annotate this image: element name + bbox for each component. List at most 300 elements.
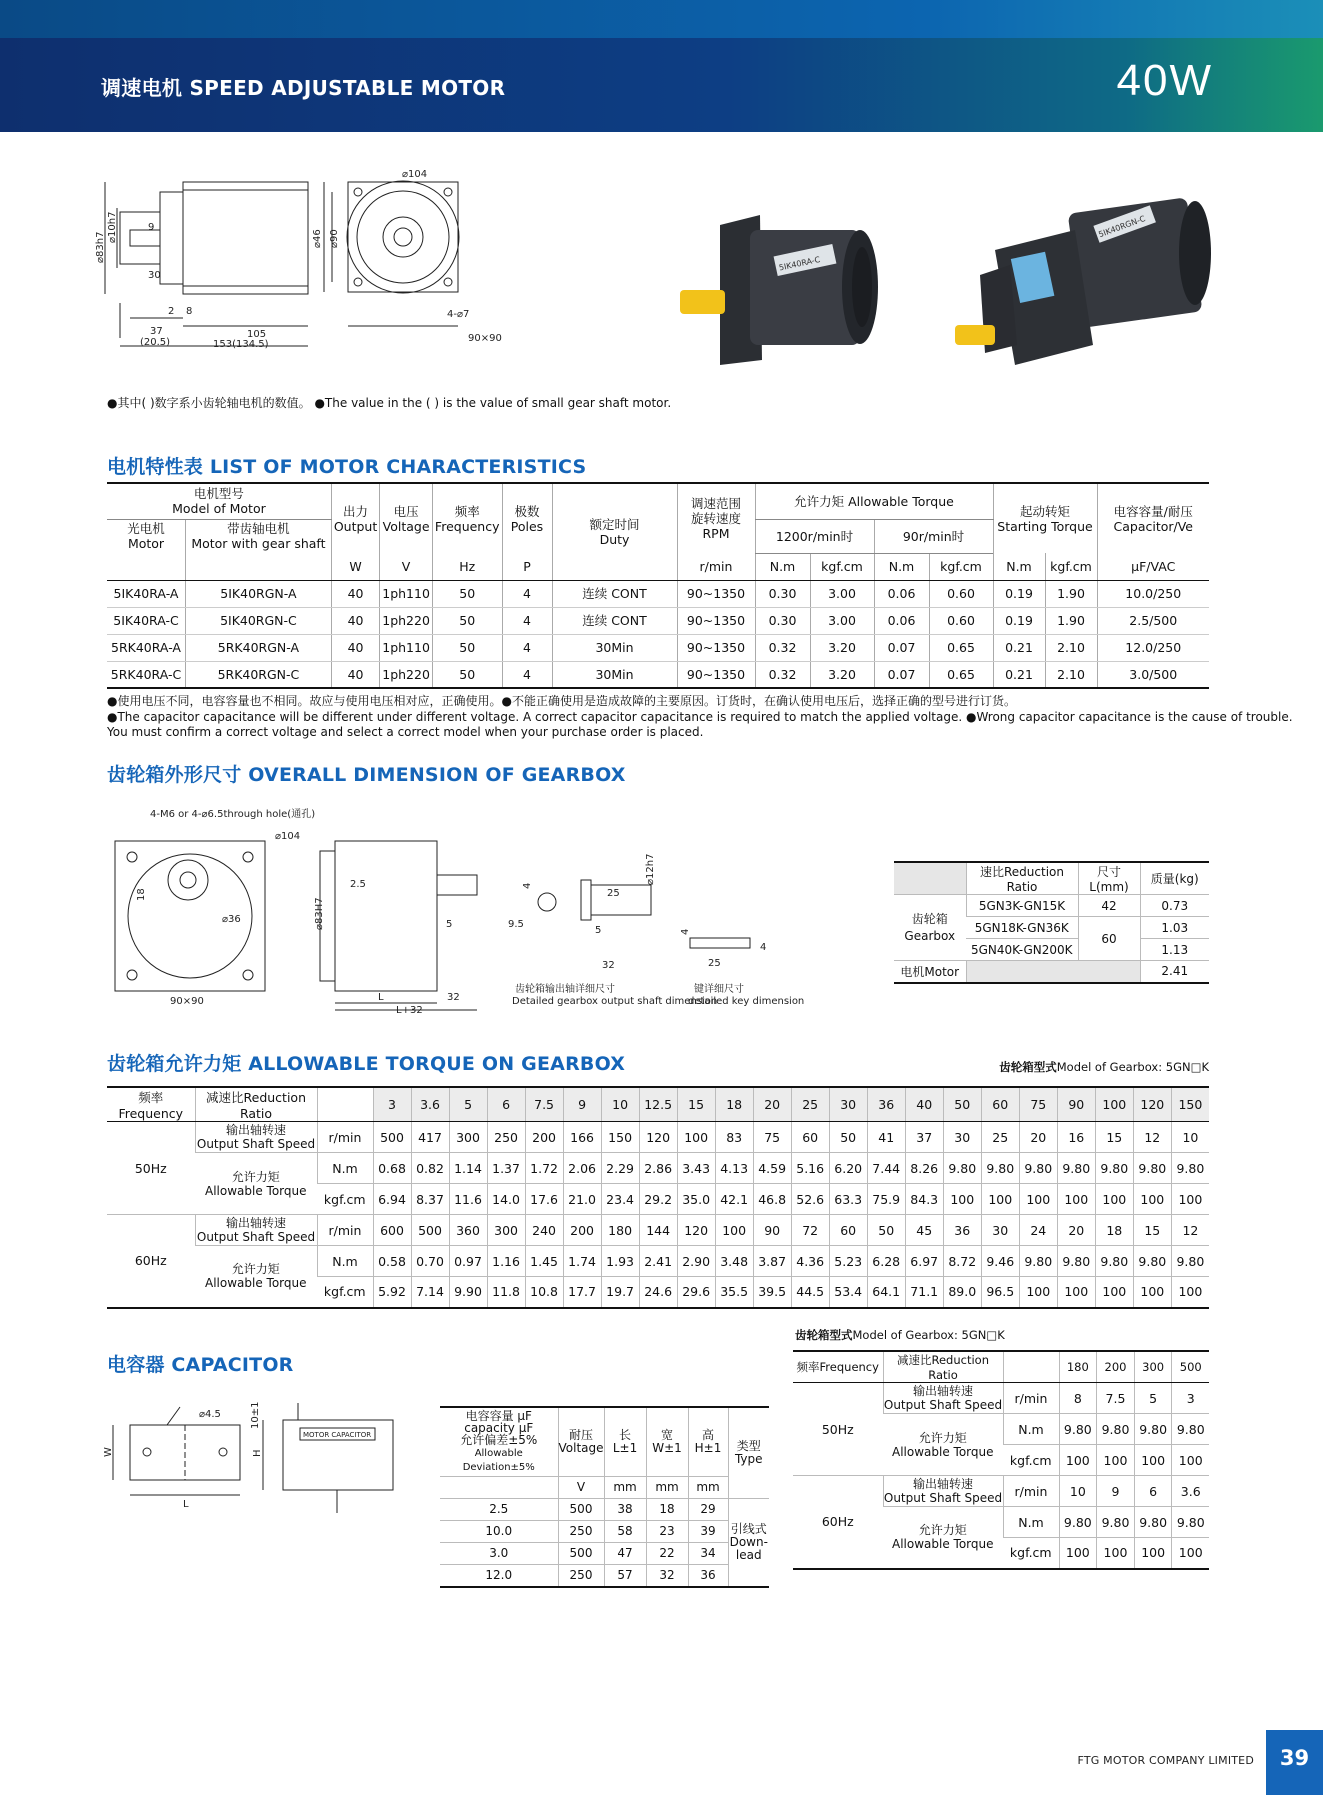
value-cell: 12 bbox=[1133, 1122, 1171, 1153]
cell: 10.0/250 bbox=[1097, 580, 1209, 607]
ratio-cell: 3 bbox=[373, 1087, 411, 1122]
header-cell: 旋转速度 bbox=[690, 511, 741, 526]
value-cell: 300 bbox=[449, 1122, 487, 1153]
dim-label: 9 bbox=[148, 222, 155, 233]
ratio-cell: 18 bbox=[715, 1087, 753, 1122]
cell: 60 bbox=[1078, 917, 1140, 961]
value-cell: 100 bbox=[1095, 1277, 1133, 1308]
value-cell: 12 bbox=[1171, 1215, 1209, 1246]
cell: 0.73 bbox=[1140, 895, 1209, 917]
cell: 5IK40RA-A bbox=[107, 580, 186, 607]
header-cell: 高 bbox=[702, 1428, 715, 1442]
cell: 齿轮箱 bbox=[911, 911, 948, 926]
table-row bbox=[440, 1543, 769, 1565]
value-cell: 75 bbox=[753, 1122, 791, 1153]
value-cell: 100 bbox=[1097, 1445, 1135, 1476]
value-cell: 100 bbox=[677, 1122, 715, 1153]
value-cell: 9.80 bbox=[1057, 1153, 1095, 1184]
header-cell: 允许力矩 Allowable Torque bbox=[755, 483, 993, 519]
cell: 0.65 bbox=[929, 634, 993, 661]
unit-cell: N.m bbox=[1003, 1507, 1059, 1538]
value-cell: 23.4 bbox=[601, 1184, 639, 1215]
value-cell: 7.44 bbox=[867, 1153, 905, 1184]
cell: 2.41 bbox=[1140, 961, 1209, 983]
value-cell: 9.80 bbox=[1019, 1246, 1057, 1277]
value-cell: 8.72 bbox=[943, 1246, 981, 1277]
value-cell: 5.16 bbox=[791, 1153, 829, 1184]
value-cell: 9.80 bbox=[1171, 1153, 1209, 1184]
value-cell: 7.5 bbox=[1097, 1383, 1135, 1414]
table-row bbox=[440, 1521, 769, 1543]
cell: 12.0 bbox=[440, 1565, 558, 1587]
value-cell: 83 bbox=[715, 1122, 753, 1153]
note-en: Model of Gearbox: 5GN□K bbox=[1056, 1060, 1209, 1074]
capacitor-table bbox=[440, 1406, 769, 1588]
header-cell: 减速比Reduction Ratio bbox=[883, 1351, 1003, 1383]
cell: 2.5/500 bbox=[1097, 607, 1209, 634]
dim-label: ⌀90 bbox=[329, 229, 340, 248]
section-title-characteristics: 电机特性表 LIST OF MOTOR CHARACTERISTICS bbox=[107, 456, 587, 478]
value-cell: 30 bbox=[981, 1215, 1019, 1246]
value-cell: 417 bbox=[411, 1122, 449, 1153]
cell: 50 bbox=[432, 607, 502, 634]
ratio-cell: 25 bbox=[791, 1087, 829, 1122]
cell: 5RK40RGN-A bbox=[186, 634, 332, 661]
cell: 5GN40K-GN200K bbox=[966, 939, 1078, 961]
table-row bbox=[894, 895, 1209, 917]
cell: 47 bbox=[604, 1543, 646, 1565]
value-cell: 166 bbox=[563, 1122, 601, 1153]
value-cell: 11.6 bbox=[449, 1184, 487, 1215]
value-cell: 11.8 bbox=[487, 1277, 525, 1308]
cell: 58 bbox=[604, 1521, 646, 1543]
table-row bbox=[440, 1499, 769, 1521]
unit-cell: μF/VAC bbox=[1097, 553, 1209, 580]
value-cell: 500 bbox=[373, 1122, 411, 1153]
value-cell: 240 bbox=[525, 1215, 563, 1246]
value-cell: 8.26 bbox=[905, 1153, 943, 1184]
label: 允许力矩 bbox=[918, 1523, 967, 1538]
value-cell: 1.14 bbox=[449, 1153, 487, 1184]
value-cell: 1.37 bbox=[487, 1153, 525, 1184]
dim-label: 90×90 bbox=[468, 333, 502, 344]
value-cell: 7.14 bbox=[411, 1277, 449, 1308]
cell: 0.06 bbox=[874, 580, 929, 607]
value-cell: 3 bbox=[1172, 1383, 1209, 1414]
cell: 3.20 bbox=[810, 634, 874, 661]
freq-cell: 50Hz bbox=[107, 1122, 195, 1215]
header-cell: Motor bbox=[127, 536, 165, 552]
cell: 1ph110 bbox=[380, 580, 433, 607]
value-cell: 100 bbox=[1172, 1538, 1209, 1569]
value-cell: 9.80 bbox=[1059, 1414, 1097, 1445]
dim-label: H bbox=[252, 1449, 263, 1457]
cell: 2.10 bbox=[1045, 634, 1097, 661]
value-cell: 71.1 bbox=[905, 1277, 943, 1308]
capacitor-label: MOTOR CAPACITOR bbox=[303, 1431, 372, 1439]
dim-label: ⌀4.5 bbox=[199, 1409, 221, 1420]
cell: 5RK40RA-A bbox=[107, 634, 186, 661]
value-cell: 16 bbox=[1057, 1122, 1095, 1153]
cell: 50 bbox=[432, 661, 502, 688]
value-cell: 9.80 bbox=[1097, 1507, 1135, 1538]
note-en: Model of Gearbox: 5GN□K bbox=[852, 1328, 1005, 1342]
dim-label: 4 bbox=[760, 942, 767, 953]
unit-cell: V bbox=[558, 1477, 604, 1499]
unit-cell: N.m bbox=[874, 553, 929, 580]
value-cell: 100 bbox=[715, 1215, 753, 1246]
value-cell: 250 bbox=[487, 1122, 525, 1153]
cell: 18 bbox=[646, 1499, 688, 1521]
ratio-cell: 300 bbox=[1134, 1351, 1172, 1383]
cell: 1.90 bbox=[1045, 607, 1097, 634]
ratio-cell: 200 bbox=[1097, 1351, 1135, 1383]
unit-cell: V bbox=[380, 553, 433, 580]
freq-cell: 50Hz bbox=[793, 1383, 883, 1476]
header-cell: Type bbox=[734, 1452, 763, 1466]
capacitor-note-cn: ●使用电压不同，电容容量也不相同。故应与使用电压相对应，正确使用。●不能正确使用是造成故障的主要原因。订货时，在确认使用电压后，选择正确的型号进行订货。 bbox=[107, 694, 1016, 708]
value-cell: 3.87 bbox=[753, 1246, 791, 1277]
value-cell: 9.90 bbox=[449, 1277, 487, 1308]
value-cell: 1.45 bbox=[525, 1246, 563, 1277]
freq-cell: 60Hz bbox=[793, 1476, 883, 1569]
value-cell: 0.70 bbox=[411, 1246, 449, 1277]
cell: 0.30 bbox=[755, 607, 810, 634]
dim-label: 18 bbox=[136, 888, 147, 901]
dim-label: 90×90 bbox=[170, 996, 204, 1007]
value-cell: 2.90 bbox=[677, 1246, 715, 1277]
cell: 5IK40RGN-A bbox=[186, 580, 332, 607]
motor-characteristics-table bbox=[107, 482, 1209, 689]
value-cell: 50 bbox=[867, 1215, 905, 1246]
value-cell: 100 bbox=[1059, 1538, 1097, 1569]
value-cell: 9.80 bbox=[1095, 1153, 1133, 1184]
cell: 0.21 bbox=[993, 634, 1045, 661]
label: Allowable Torque bbox=[205, 1183, 307, 1198]
dim-label: ⌀104 bbox=[402, 169, 428, 180]
cell: 40 bbox=[331, 607, 379, 634]
dim-label: 2 bbox=[168, 306, 175, 317]
value-cell: 8 bbox=[1059, 1383, 1097, 1414]
value-cell: 19.7 bbox=[601, 1277, 639, 1308]
label: Allowable Torque bbox=[892, 1537, 994, 1552]
value-cell: 35.5 bbox=[715, 1277, 753, 1308]
value-cell: 90 bbox=[753, 1215, 791, 1246]
header-cell: 电压 bbox=[393, 503, 419, 519]
capacitor-note-en: ●The capacitor capacitance will be different under different voltage. A correct capacitor capacitance is required to match the applied voltage. ●Wrong capacitor capacitance is the cause of trouble. bbox=[107, 710, 1293, 724]
capacitor-drawing bbox=[105, 1395, 435, 1525]
label: 允许力矩 bbox=[231, 1262, 280, 1277]
footer-company: FTG MOTOR COMPANY LIMITED bbox=[1077, 1754, 1254, 1767]
ratio-cell: 100 bbox=[1095, 1087, 1133, 1122]
cell: 34 bbox=[688, 1543, 728, 1565]
value-cell: 0.82 bbox=[411, 1153, 449, 1184]
dim-label: 32 bbox=[602, 960, 615, 971]
value-cell: 21.0 bbox=[563, 1184, 601, 1215]
dim-label: ⌀104 bbox=[275, 831, 301, 842]
ratio-cell: 12.5 bbox=[639, 1087, 677, 1122]
value-cell: 5.23 bbox=[829, 1246, 867, 1277]
motor-dimension-drawing bbox=[95, 168, 570, 358]
unit-cell: kgf.cm bbox=[317, 1277, 373, 1308]
cell: 0.32 bbox=[755, 661, 810, 688]
dim-label: ⌀46 bbox=[312, 229, 323, 248]
header-cell: 频率 bbox=[454, 503, 480, 519]
value-cell: 50 bbox=[829, 1122, 867, 1153]
unit-cell: kgf.cm bbox=[810, 553, 874, 580]
header-cell: 长 bbox=[619, 1428, 632, 1442]
header-cell: 允许偏差±5% bbox=[460, 1433, 538, 1447]
value-cell: 64.1 bbox=[867, 1277, 905, 1308]
value-cell: 3.6 bbox=[1172, 1476, 1209, 1507]
value-cell: 9.80 bbox=[943, 1153, 981, 1184]
ratio-cell: 120 bbox=[1133, 1087, 1171, 1122]
header-cell: 频率Frequency bbox=[793, 1351, 883, 1383]
value-cell: 2.29 bbox=[601, 1153, 639, 1184]
ratio-cell: 36 bbox=[867, 1087, 905, 1122]
header-cell: 尺寸L(mm) bbox=[1078, 862, 1140, 895]
cell: 0.07 bbox=[874, 661, 929, 688]
label: 输出轴转速 bbox=[912, 1384, 973, 1398]
value-cell: 9.80 bbox=[1019, 1153, 1057, 1184]
ratio-cell: 15 bbox=[677, 1087, 715, 1122]
ratio-cell: 20 bbox=[753, 1087, 791, 1122]
cell: 12.0/250 bbox=[1097, 634, 1209, 661]
dim-label: 32 bbox=[447, 992, 460, 1003]
value-cell: 100 bbox=[1057, 1184, 1095, 1215]
header-cell: Capacitor/Ve bbox=[1113, 518, 1193, 534]
header-cell: 频率Frequency bbox=[107, 1087, 195, 1122]
value-cell: 24.6 bbox=[639, 1277, 677, 1308]
value-cell: 9 bbox=[1097, 1476, 1135, 1507]
dim-label: 9.5 bbox=[508, 919, 524, 930]
page-number: 39 bbox=[1266, 1730, 1323, 1795]
header-cell: H±1 bbox=[694, 1441, 722, 1455]
value-cell: 200 bbox=[563, 1215, 601, 1246]
gearbox-model-note bbox=[999, 1060, 1209, 1075]
gearbox-model-note-2 bbox=[795, 1328, 1005, 1343]
value-cell: 100 bbox=[981, 1184, 1019, 1215]
unit-cell: Hz bbox=[432, 553, 502, 580]
value-cell: 1.16 bbox=[487, 1246, 525, 1277]
dim-label: ⌀10h7 bbox=[107, 211, 118, 243]
value-cell: 60 bbox=[829, 1215, 867, 1246]
value-cell: 36 bbox=[943, 1215, 981, 1246]
cell: 5RK40RGN-C bbox=[186, 661, 332, 688]
header-cell: 电机型号 bbox=[193, 486, 244, 502]
dim-label: 4 bbox=[522, 882, 533, 889]
dim-label: ⌀36 bbox=[222, 914, 241, 925]
cell: 40 bbox=[331, 580, 379, 607]
dim-label: 4 bbox=[680, 928, 691, 935]
header-cell: Starting Torque bbox=[997, 518, 1093, 534]
page-header bbox=[0, 38, 1323, 132]
header-cell: 带齿轴电机 bbox=[227, 521, 290, 537]
unit-cell: mm bbox=[604, 1477, 646, 1499]
unit-cell: N.m bbox=[755, 553, 810, 580]
value-cell: 100 bbox=[1133, 1184, 1171, 1215]
cell: 3.20 bbox=[810, 661, 874, 688]
value-cell: 9.80 bbox=[1059, 1507, 1097, 1538]
cell: 23 bbox=[646, 1521, 688, 1543]
value-cell: 3.48 bbox=[715, 1246, 753, 1277]
value-cell: 6.20 bbox=[829, 1153, 867, 1184]
value-cell: 41 bbox=[867, 1122, 905, 1153]
cell: 3.0/500 bbox=[1097, 661, 1209, 688]
value-cell: 1.93 bbox=[601, 1246, 639, 1277]
label: 输出轴转速 bbox=[225, 1123, 286, 1137]
unit-cell: r/min bbox=[677, 553, 755, 580]
dim-label: 4-⌀7 bbox=[447, 309, 470, 320]
header-cell: 光电机 bbox=[127, 521, 165, 537]
cell: 500 bbox=[558, 1499, 604, 1521]
motor-nameplate-label: 5IK40RA-C bbox=[778, 254, 822, 273]
value-cell: 100 bbox=[1095, 1184, 1133, 1215]
section-title-capacitor: 电容器 CAPACITOR bbox=[107, 1354, 294, 1376]
label: 允许力矩 bbox=[918, 1430, 967, 1445]
unit-cell: r/min bbox=[317, 1122, 373, 1153]
value-cell: 360 bbox=[449, 1215, 487, 1246]
value-cell: 500 bbox=[411, 1215, 449, 1246]
cell: 38 bbox=[604, 1499, 646, 1521]
cell: Gearbox bbox=[904, 928, 956, 943]
value-cell: 72 bbox=[791, 1215, 829, 1246]
header-cell: Poles bbox=[510, 518, 544, 534]
value-cell: 100 bbox=[943, 1184, 981, 1215]
table-row bbox=[107, 634, 1209, 661]
ratio-cell: 150 bbox=[1171, 1087, 1209, 1122]
value-cell: 89.0 bbox=[943, 1277, 981, 1308]
value-cell: 100 bbox=[1171, 1184, 1209, 1215]
table-row bbox=[107, 661, 1209, 688]
dim-label: ⌀83h7 bbox=[95, 231, 106, 263]
label: 输出轴转速 bbox=[225, 1216, 286, 1230]
value-cell: 6.28 bbox=[867, 1246, 905, 1277]
header-cell: Voltage bbox=[382, 518, 430, 534]
cell: 1.90 bbox=[1045, 580, 1097, 607]
value-cell: 0.68 bbox=[373, 1153, 411, 1184]
value-cell: 29.6 bbox=[677, 1277, 715, 1308]
value-cell: 20 bbox=[1057, 1215, 1095, 1246]
value-cell: 10 bbox=[1171, 1122, 1209, 1153]
small-torque-table bbox=[793, 1350, 1209, 1570]
value-cell: 6 bbox=[1134, 1476, 1172, 1507]
header-cell: 电容容量 μF bbox=[465, 1409, 532, 1423]
dim-label: 37 bbox=[150, 326, 163, 337]
value-cell: 6.97 bbox=[905, 1246, 943, 1277]
value-cell: 39.5 bbox=[753, 1277, 791, 1308]
header-cell: 速比Reduction Ratio bbox=[966, 862, 1078, 895]
freq-cell: 60Hz bbox=[107, 1215, 195, 1308]
header-cell: 减速比Reduction Ratio bbox=[195, 1087, 317, 1122]
cell: 90~1350 bbox=[677, 634, 755, 661]
value-cell: 9.46 bbox=[981, 1246, 1019, 1277]
section-title-allowable-torque: 齿轮箱允许力矩 ALLOWABLE TORQUE ON GEARBOX bbox=[107, 1053, 626, 1075]
value-cell: 200 bbox=[525, 1122, 563, 1153]
value-cell: 29.2 bbox=[639, 1184, 677, 1215]
cell: 4 bbox=[502, 634, 552, 661]
cell: 1ph220 bbox=[380, 661, 433, 688]
caption: Detailed gearbox output shaft dimension bbox=[512, 996, 718, 1007]
dim-label: 10±1 bbox=[250, 1401, 261, 1429]
table-row bbox=[107, 607, 1209, 634]
header-cell: capacity μF bbox=[464, 1421, 534, 1435]
value-cell: 150 bbox=[601, 1122, 639, 1153]
unit-cell: N.m bbox=[1003, 1414, 1059, 1445]
value-cell: 4.59 bbox=[753, 1153, 791, 1184]
cell: 50 bbox=[432, 580, 502, 607]
label: Allowable Torque bbox=[892, 1444, 994, 1459]
cell: 0.65 bbox=[929, 661, 993, 688]
value-cell: 30 bbox=[943, 1122, 981, 1153]
cell: 5GN18K-GN36K bbox=[966, 917, 1078, 939]
ratio-cell: 50 bbox=[943, 1087, 981, 1122]
unit-cell: N.m bbox=[317, 1246, 373, 1277]
value-cell: 9.80 bbox=[1133, 1153, 1171, 1184]
value-cell: 5.92 bbox=[373, 1277, 411, 1308]
value-cell: 0.58 bbox=[373, 1246, 411, 1277]
unit-cell: kgf.cm bbox=[1003, 1445, 1059, 1476]
ratio-cell: 90 bbox=[1057, 1087, 1095, 1122]
value-cell: 52.6 bbox=[791, 1184, 829, 1215]
dim-label: W bbox=[103, 1447, 114, 1457]
value-cell: 100 bbox=[1171, 1277, 1209, 1308]
value-cell: 9.80 bbox=[1057, 1246, 1095, 1277]
unit-cell: mm bbox=[646, 1477, 688, 1499]
value-cell: 17.7 bbox=[563, 1277, 601, 1308]
ratio-cell: 180 bbox=[1059, 1351, 1097, 1383]
value-cell: 9.80 bbox=[981, 1153, 1019, 1184]
dim-label: 30 bbox=[148, 270, 161, 281]
cell: 2.10 bbox=[1045, 661, 1097, 688]
dim-label: L bbox=[378, 992, 384, 1003]
table-row bbox=[107, 580, 1209, 607]
cell: 电机Motor bbox=[894, 961, 966, 983]
ratio-cell: 7.5 bbox=[525, 1087, 563, 1122]
ratio-cell: 6 bbox=[487, 1087, 525, 1122]
cell: 3.00 bbox=[810, 607, 874, 634]
dim-label: 25 bbox=[607, 888, 620, 899]
value-cell: 9.80 bbox=[1134, 1507, 1172, 1538]
value-cell: 100 bbox=[1059, 1445, 1097, 1476]
table-row bbox=[894, 961, 1209, 983]
header-title: 调速电机 SPEED ADJUSTABLE MOTOR bbox=[101, 76, 506, 100]
cell: 39 bbox=[688, 1521, 728, 1543]
header-cell: 耐压 bbox=[569, 1428, 594, 1442]
value-cell: 24 bbox=[1019, 1215, 1057, 1246]
ratio-cell: 75 bbox=[1019, 1087, 1057, 1122]
unit-cell: N.m bbox=[317, 1153, 373, 1184]
cell: 4 bbox=[502, 607, 552, 634]
gearbox-mass-table bbox=[894, 861, 1209, 984]
unit-cell: mm bbox=[688, 1477, 728, 1499]
header-cell: RPM bbox=[702, 526, 730, 541]
value-cell: 100 bbox=[1057, 1277, 1095, 1308]
header-cell: Frequency bbox=[434, 518, 500, 534]
ratio-cell: 40 bbox=[905, 1087, 943, 1122]
dim-label: 105 bbox=[247, 329, 267, 340]
unit-cell: kgf.cm bbox=[929, 553, 993, 580]
unit-cell: r/min bbox=[317, 1215, 373, 1246]
value-cell: 1.74 bbox=[563, 1246, 601, 1277]
unit-cell: kgf.cm bbox=[1045, 553, 1097, 580]
header-cell: Allowable Deviation±5% bbox=[462, 1448, 535, 1473]
cell: 5IK40RGN-C bbox=[186, 607, 332, 634]
cell: 90~1350 bbox=[677, 661, 755, 688]
cell: 3.0 bbox=[440, 1543, 558, 1565]
motor-nameplate-label: 5IK40RGN-C bbox=[1097, 214, 1147, 240]
cell: 1ph220 bbox=[380, 607, 433, 634]
